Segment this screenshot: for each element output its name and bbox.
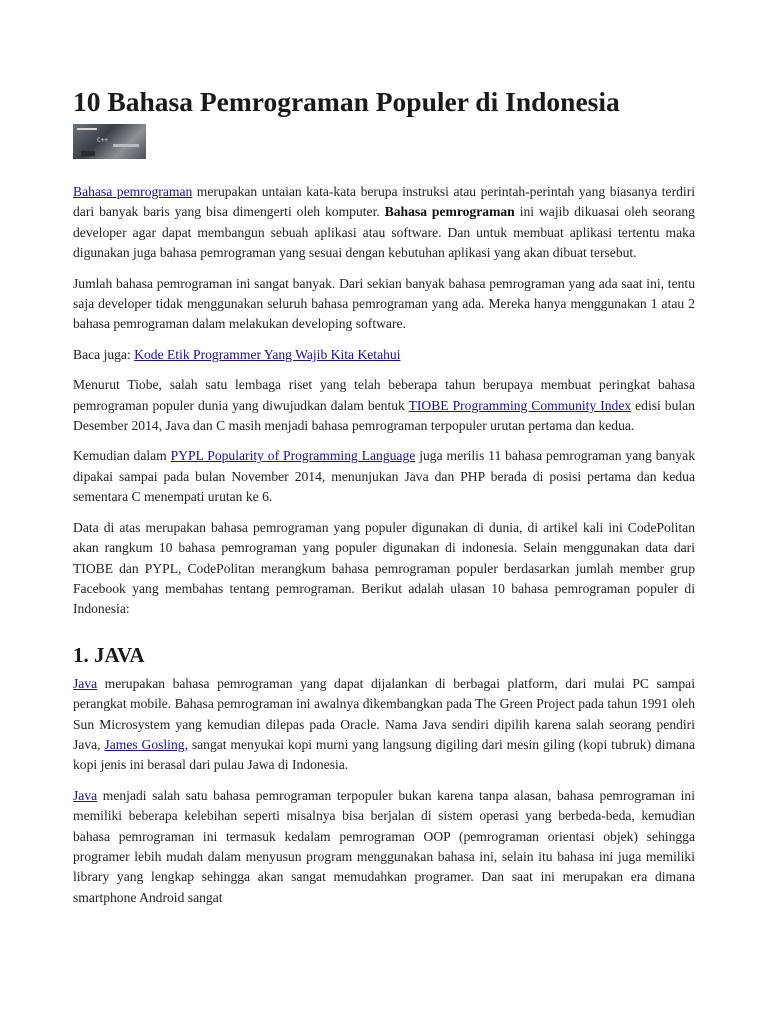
pypl-link[interactable]: PYPL Popularity of Programming Language <box>170 448 416 464</box>
article-body <box>73 182 695 918</box>
java-p2-text-1: menjadi salah satu bahasa pemrograman terpopuler bukan karena tanpa alasan, bahasa pemrograman ini memiliki beberapa kelebihan seperti misalnya bisa berjalan di sistem operasi yang berbeda-beda, kemudian bahasa pemrograman ini termasuk kedalam pemrograman OOP (pemrograman orientasi objek) sehingga programer lebih mudah dalam menyusun program menggunakan bahasa ini, selain itu bahasa ini juga memiliki library yang lengkap sehingga akan sangat memudahkan programer. Dan saat ini merupakan era dimana smartphone Android sangat <box>73 787 695 905</box>
java-p1-text-1: merupakan bahasa pemrograman yang dapat dijalankan di berbagai platform, dari mulai PC sampai perangkat mobile. Bahasa pemrograman ini awalnya dikembangkan pada The Green Project pada tahun 1991 oleh Sun Microsystem yang kemudian dilepas pada Oracle. Nama Java sendiri dipilih karena salah seorang pendiri Java, <box>73 675 695 752</box>
bahasa-pemrograman-link[interactable]: Bahasa pemrograman <box>73 184 193 199</box>
tiobe-paragraph <box>73 375 695 436</box>
java-p1-text-2: , sangat menyukai kopi murni yang langsung digiling dari mesin giling (kopi tubruk) dimana kopi jenis ini berasal dari pulau Jawa di Indonesia. <box>73 736 696 773</box>
article-thumbnail-image[interactable] <box>73 124 146 159</box>
tiobe-text-2: edisi bulan Desember 2014, Java dan C masih menjadi bahasa pemrograman terpopuler urutan pertama dan kedua. <box>73 397 695 434</box>
tiobe-text-1: Menurut Tiobe, salah satu lembaga riset yang telah beberapa tahun berupaya membuat peringkat bahasa pemrograman populer dunia yang diwujudkan dalam bentuk <box>73 377 695 413</box>
pypl-paragraph <box>73 446 695 507</box>
thumbnail-decoration <box>77 128 97 130</box>
java-link-2[interactable]: Java <box>73 787 98 803</box>
kode-etik-link[interactable]: Kode Etik Programmer Yang Wajib Kita Ketahui <box>134 346 401 362</box>
java-paragraph-2 <box>73 786 695 908</box>
page-title: 10 Bahasa Pemrograman Populer di Indonesia <box>73 86 620 117</box>
thumbnail-caption-glyph: C++ <box>97 137 108 144</box>
java-link[interactable]: Java <box>73 675 98 691</box>
intro-paragraph <box>73 182 695 264</box>
intro-text-1: merupakan untaian kata-kata berupa instruksi atau perintah-perintah yang biasanya terdiri dari banyak baris yang bisa dimengerti oleh komputer. <box>73 184 695 220</box>
james-gosling-link[interactable]: James Gosling <box>104 736 185 752</box>
data-summary-paragraph: Data di atas merupakan bahasa pemrograman yang populer digunakan di dunia, di artikel kali ini CodePolitan akan rangkum 10 bahasa pemrograman yang populer digunakan di indonesia. Selain menggunakan data dari TIOBE dan PYPL, CodePolitan merangkum bahasa pemrograman populer berdasarkan jumlah member grup Facebook yang membahas tentang pemrograman. Berikut adalah ulasan 10 bahasa pemrograman populer di Indonesia: <box>73 519 695 617</box>
thumbnail-decoration <box>113 144 139 147</box>
jumlah-paragraph: Jumlah bahasa pemrograman ini sangat banyak. Dari sekian banyak bahasa pemrograman yang ada saat ini, tentu saja developer tidak menggunakan seluruh bahasa pemrograman yang ada. Mereka hanya menggunakan 1 atau 2 bahasa pemrograman dalam melakukan developing software. <box>73 275 695 332</box>
baca-juga-label: Baca juga: <box>73 346 135 362</box>
baca-juga-paragraph <box>73 345 695 365</box>
section-heading-java: 1. JAVA <box>73 642 145 667</box>
tiobe-index-link[interactable]: TIOBE Programming Community Index <box>408 397 632 413</box>
thumbnail-decoration <box>81 151 95 156</box>
intro-text-2: ini wajib dikuasai oleh seorang developer agar dapat membangun sebuah aplikasi atau software. Dan untuk membuat aplikasi tertentu maka digunakan juga bahasa pemrograman yang sesuai dengan kebutuhan aplikasi yang akan dibuat tersebut. <box>73 204 695 261</box>
intro-bold-term: Bahasa pemrograman <box>384 204 515 220</box>
pypl-text-2: juga merilis 11 bahasa pemrograman yang banyak dipakai sampai pada bulan November 2014, menunjukan Java dan PHP berada di posisi pertama dan kedua sementara C menempati urutan ke 6. <box>73 448 695 505</box>
pypl-text-1: Kemudian dalam <box>73 448 171 464</box>
java-paragraph-1 <box>73 674 695 776</box>
